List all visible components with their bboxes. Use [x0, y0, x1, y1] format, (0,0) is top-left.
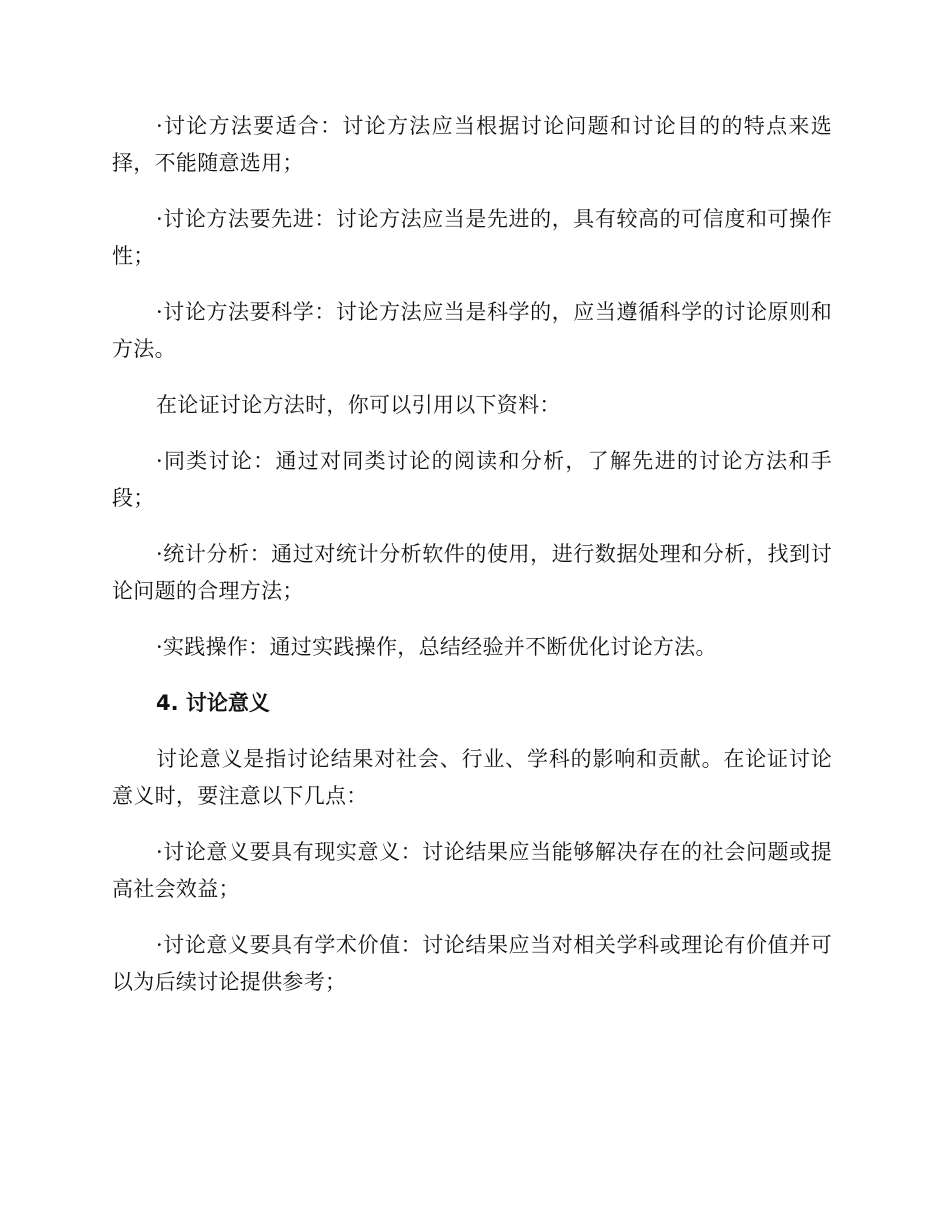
- bullet-method-suitable: ·讨论方法要适合：讨论方法应当根据讨论问题和讨论目的的特点来选择，不能随意选用；: [112, 114, 832, 175]
- bullet-statistical-analysis: ·统计分析：通过对统计分析软件的使用，进行数据处理和分析，找到讨论问题的合理方法；: [112, 542, 832, 603]
- bullet-similar-studies: ·同类讨论：通过对同类讨论的阅读和分析，了解先进的讨论方法和手段；: [112, 449, 832, 510]
- references-intro: 在论证讨论方法时，你可以引用以下资料：: [156, 393, 561, 417]
- section-heading: 4. 讨论意义: [156, 691, 270, 715]
- bullet-method-scientific: ·讨论方法要科学：讨论方法应当是科学的，应当遵循科学的讨论原则和方法。: [112, 300, 832, 361]
- bullet-practice: ·实践操作：通过实践操作，总结经验并不断优化讨论方法。: [156, 635, 717, 659]
- significance-intro: 讨论意义是指讨论结果对社会、行业、学科的影响和贡献。在论证讨论意义时，要注意以下几点：: [112, 747, 832, 808]
- bullet-practical-significance: ·讨论意义要具有现实意义：讨论结果应当能够解决存在的社会问题或提高社会效益；: [112, 840, 832, 901]
- bullet-academic-value: ·讨论意义要具有学术价值：讨论结果应当对相关学科或理论有价值并可以为后续讨论提供参考；: [112, 933, 832, 994]
- bullet-method-advanced: ·讨论方法要先进：讨论方法应当是先进的，具有较高的可信度和可操作性；: [112, 207, 832, 268]
